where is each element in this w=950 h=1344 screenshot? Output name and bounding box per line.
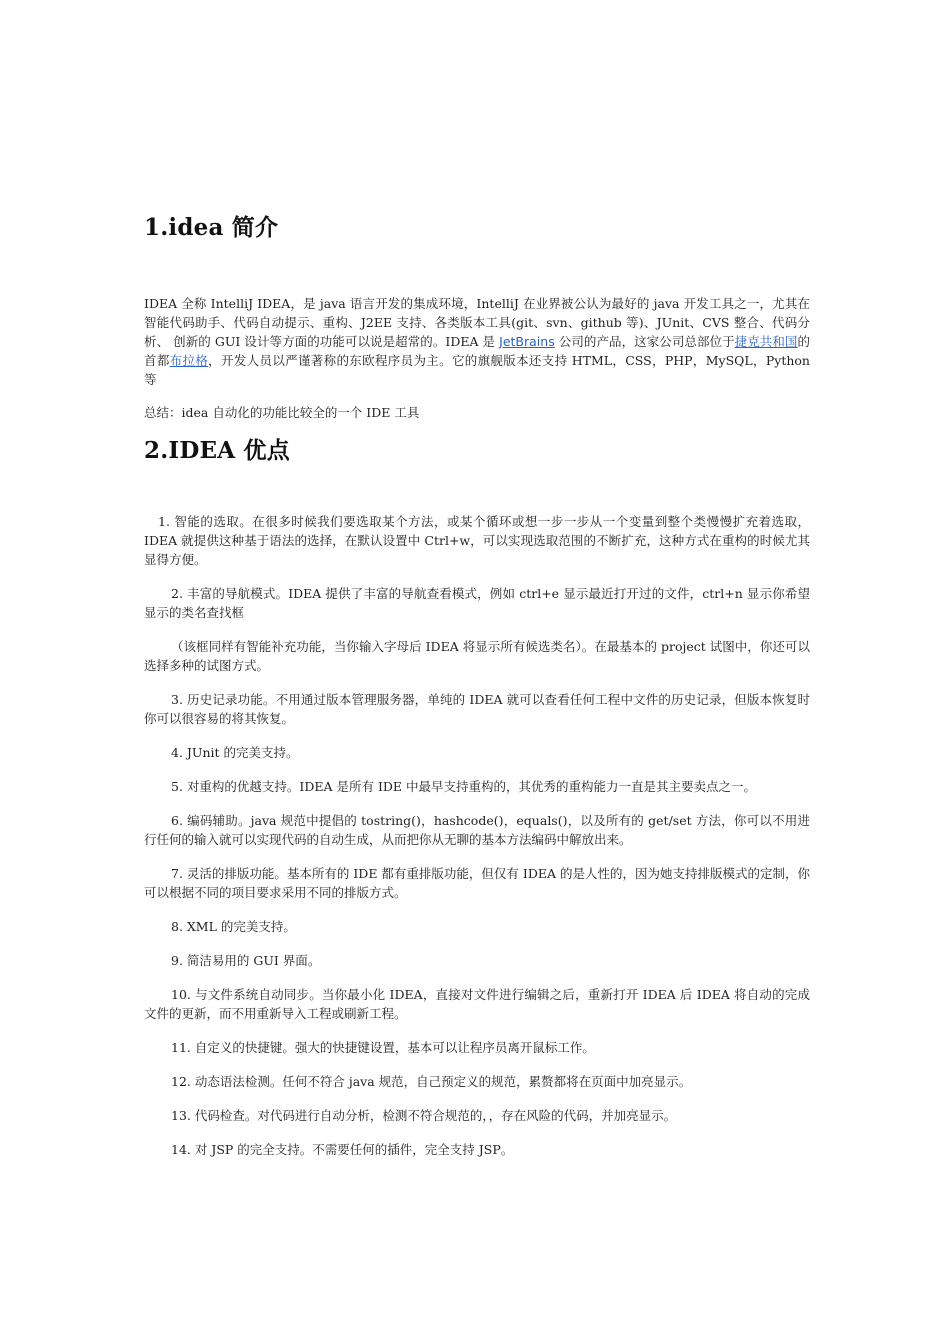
- intro-text-2: 公司的产品，这家公司总部位于: [554, 334, 735, 349]
- advantage-item-2-note: （该框同样有智能补充功能，当你输入字母后 IDEA 将显示所有候选类名）。在最基本的 project 试图中，你还可以选择多种的试图方式。: [144, 639, 810, 673]
- link-czech-republic[interactable]: 捷克共和国: [734, 334, 798, 349]
- advantage-item-2: 2. 丰富的导航模式。IDEA 提供了丰富的导航查看模式，例如 ctrl+e 显示最近打开过的文件，ctrl+n 显示你希望显示的类名查找框: [144, 586, 810, 620]
- intro-paragraph: [144, 294, 810, 389]
- advantage-item-8: 8. XML 的完美支持。: [171, 919, 296, 934]
- document-content: [144, 213, 810, 1174]
- advantage-item-7: 7. 灵活的排版功能。基本所有的 IDE 都有重排版功能，但仅有 IDEA 的是人性的，因为她支持排版模式的定制，你可以根据不同的项目要求采用不同的排版方式。: [144, 866, 810, 900]
- intro-text-3: 的首都: [144, 334, 810, 368]
- advantage-item-6: 6. 编码辅助。java 规范中提倡的 tostring()，hashcode()，equals()，以及所有的 get/set 方法，你可以不用进行任何的输入就可以实现代码的自动生成，从而把你从无聊的基本方法编码中解放出来。: [144, 813, 810, 847]
- advantage-item-11: 11. 自定义的快捷键。强大的快捷键设置，基本可以让程序员离开鼠标工作。: [171, 1040, 595, 1055]
- advantage-item-4: 4. JUnit 的完美支持。: [171, 745, 299, 760]
- heading-idea-intro: 1.idea 简介: [144, 214, 279, 241]
- intro-text-4: ，开发人员以严谨著称的东欧程序员为主。它的旗舰版本还支持 HTML，CSS，PHP，MySQL，Python 等: [144, 353, 810, 387]
- link-jetbrains[interactable]: JetBrains: [499, 334, 555, 349]
- advantage-item-10: 10. 与文件系统自动同步。当你最小化 IDEA，直接对文件进行编辑之后，重新打开 IDEA 后 IDEA 将自动的完成文件的更新，而不用重新导入工程或刷新工程。: [144, 987, 810, 1021]
- advantage-item-1: 1. 智能的选取。在很多时候我们要选取某个方法，或某个循环或想一步一步从一个变量到整个类慢慢扩充着选取，IDEA 就提供这种基于语法的选择，在默认设置中 Ctrl+w，可以实现选取范围的不断扩充，这种方式在重构的时候尤其显得方便。: [144, 514, 810, 567]
- advantage-item-3: 3. 历史记录功能。不用通过版本管理服务器，单纯的 IDEA 就可以查看任何工程中文件的历史记录，但版本恢复时你可以很容易的将其恢复。: [144, 692, 810, 726]
- advantage-item-5: 5. 对重构的优越支持。IDEA 是所有 IDE 中最早支持重构的，其优秀的重构能力一直是其主要卖点之一。: [171, 779, 757, 794]
- advantage-item-9: 9. 简洁易用的 GUI 界面。: [171, 953, 321, 968]
- advantage-item-12: 12. 动态语法检测。任何不符合 java 规范，自己预定义的规范，累赘都将在页面中加亮显示。: [171, 1074, 692, 1089]
- summary-paragraph: 总结：idea 自动化的功能比较全的一个 IDE 工具: [144, 405, 420, 420]
- intro-text-1: IDEA 全称 IntelliJ IDEA，是 java 语言开发的集成环境，IntelliJ 在业界被公认为最好的 java 开发工具之一，尤其在智能代码助手、代码自动提示、重构、J2EE 支持、各类版本工具(git、svn、github 等)、JUnit、CVS 整合、代码分析、 创新的 GUI 设计等方面的功能可以说是超常的。IDEA 是: [144, 296, 810, 349]
- link-prague[interactable]: 布拉格: [169, 353, 209, 368]
- advantage-item-13: 13. 代码检查。对代码进行自动分析，检测不符合规范的，，存在风险的代码，并加亮显示。: [171, 1108, 677, 1123]
- advantage-item-14: 14. 对 JSP 的完全支持。不需要任何的插件，完全支持 JSP。: [171, 1142, 514, 1157]
- heading-idea-advantages: 2.IDEA 优点: [144, 437, 290, 464]
